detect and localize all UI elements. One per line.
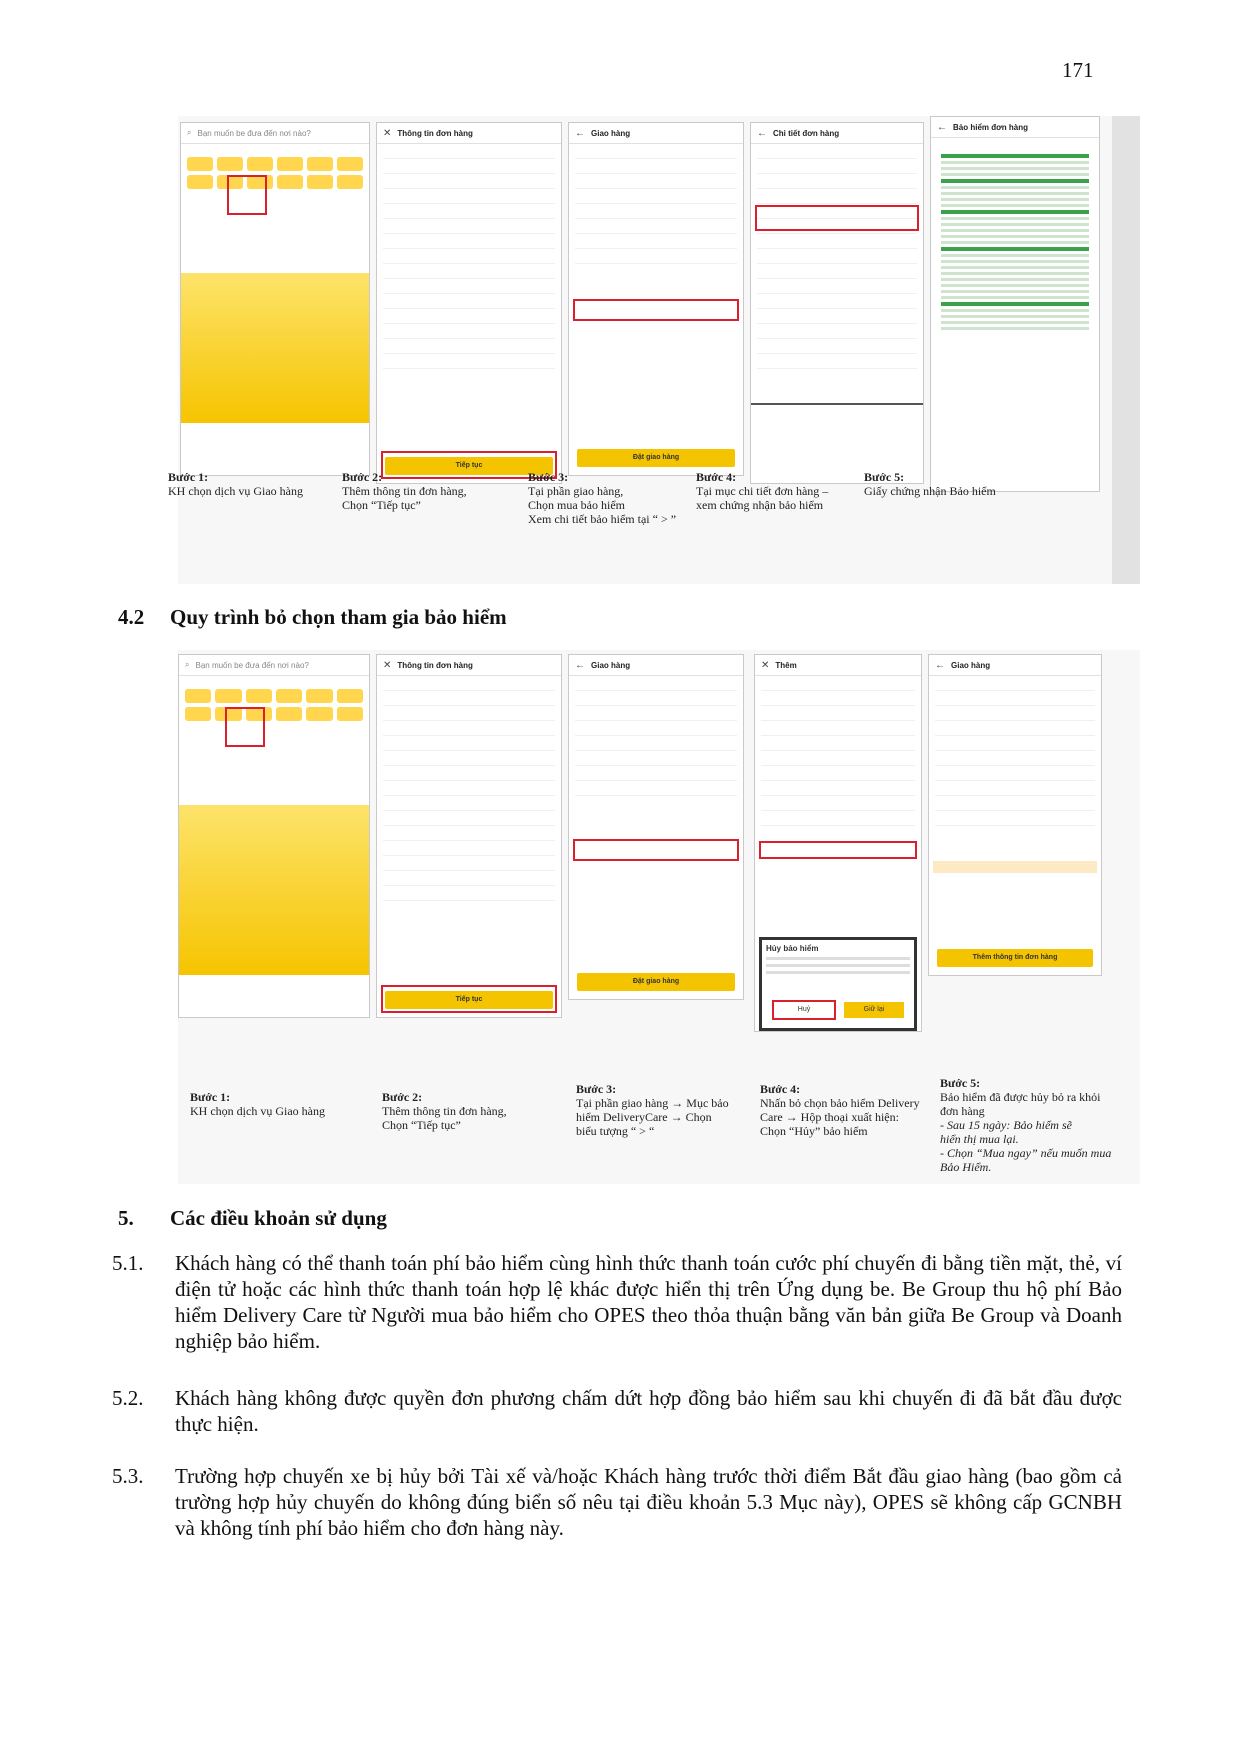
back-arrow-icon: ← <box>757 127 767 139</box>
add-order-info-button[interactable]: Thêm thông tin đơn hàng <box>937 949 1093 967</box>
caption-step-3: Bước 3: Tại phần giao hàng, Chọn mua bảo hiểm Xem chi tiết bảo hiểm tại “ > ” <box>528 470 677 526</box>
clause-5-1: 5.1. Khách hàng có thể thanh toán phí bảo hiểm cùng hình thức thanh toán cước phí chuyến đi bằng tiền mặt, thẻ, ví điện tử hoặc các hình thức thanh toán hợp lệ khác được hiển thị trên Ứng dụng be. Be Group thu hộ phí Bảo hiểm Delivery Care từ Người mua bảo hiểm cho OPES theo thỏa thuận bằng văn bản giữa Be Group và Doanh nghiệp bảo hiểm. <box>112 1251 1122 1353</box>
promo-banner <box>179 805 369 975</box>
dialog-title: Hủy bảo hiểm <box>766 944 819 953</box>
insurance-removed-notice <box>933 861 1097 873</box>
highlight-order-insurance <box>755 205 919 231</box>
cancel-insurance-dialog <box>759 937 917 1031</box>
screen-title: Giao hàng <box>591 128 631 138</box>
clause-5-3: 5.3. Trường hợp chuyến xe bị hủy bởi Tài xế và/hoặc Khách hàng trước thời điểm Bắt đầu giao hàng (bao gồm cả trường hợp hủy chuyến do không đúng biển số nêu tại điều khoản 5.3 Mục này), OPES sẽ không cấp GCNBH và không tính phí bảo hiểm cho đơn hàng này. <box>112 1464 1122 1540</box>
screenshot-step-5 <box>928 654 1102 976</box>
screenshot-step-4 <box>750 122 924 484</box>
figure-border <box>1112 116 1140 584</box>
screen-title: Chi tiết đơn hàng <box>773 128 840 138</box>
keep-insurance-button[interactable]: Giữ lại <box>844 1002 904 1018</box>
service-icons <box>187 157 363 189</box>
screenshot-step-1 <box>180 122 370 476</box>
continue-button[interactable]: Tiếp tục <box>385 991 553 1009</box>
highlight-delivery-care-checkbox <box>759 841 917 859</box>
clause-5-2: 5.2. Khách hàng không được quyền đơn phương chấm dứt hợp đồng bảo hiểm sau khi chuyến đi đã bắt đầu được thực hiện. <box>112 1386 1122 1436</box>
screen-title: Thông tin đơn hàng <box>397 660 473 670</box>
screen-title: Thêm <box>775 660 797 670</box>
highlight-delivery-care <box>573 299 739 321</box>
back-arrow-icon: ← <box>937 121 947 133</box>
section-heading-4-2: 4.2 Quy trình bỏ chọn tham gia bảo hiểm <box>118 605 507 629</box>
insurance-certificate <box>941 151 1089 333</box>
back-arrow-icon: ← <box>575 127 585 139</box>
caption-step-2: Bước 2: Thêm thông tin đơn hàng, Chọn “Tiếp tục” <box>382 1090 507 1132</box>
cancel-insurance-button[interactable]: Huỷ <box>772 1000 836 1020</box>
search-icon: ⌕ <box>187 128 192 137</box>
close-icon: ✕ <box>383 659 392 671</box>
screenshot-step-1 <box>178 654 370 1018</box>
highlight-delivery-service <box>227 175 267 215</box>
service-icons <box>185 689 363 721</box>
screenshot-step-2 <box>376 122 562 484</box>
continue-button[interactable]: Tiếp tục <box>385 457 553 475</box>
screenshot-step-2 <box>376 654 562 1018</box>
screenshot-step-5 <box>930 116 1100 492</box>
highlight-delivery-care <box>573 839 739 861</box>
place-order-button[interactable]: Đặt giao hàng <box>577 449 735 467</box>
caption-step-4: Bước 4: Nhấn bỏ chọn bảo hiểm Delivery Care → Hộp thoại xuất hiện: Chọn “Hủy” bảo hiểm <box>760 1082 920 1138</box>
promo-banner <box>181 273 369 423</box>
figure-insurance-opt-out-steps <box>178 650 1140 1184</box>
close-icon: ✕ <box>761 659 770 671</box>
caption-step-5: Bước 5: Bảo hiểm đã được hủy bỏ ra khỏi đơn hàng - Sau 15 ngày: Bảo hiểm sẽ hiển thị mua lại. - Chọn “Mua ngay” nếu muốn mua Bảo Hiểm. <box>940 1076 1112 1174</box>
figure-insurance-purchase-steps <box>168 116 1140 584</box>
caption-step-5: Bước 5: Giấy chứng nhận Bảo hiểm <box>864 470 996 498</box>
close-icon: ✕ <box>383 127 392 139</box>
back-arrow-icon: ← <box>935 659 945 671</box>
screenshot-step-3 <box>568 122 744 476</box>
screen-title: Bạn muốn be đưa đến nơi nào? <box>195 660 309 670</box>
caption-step-1: Bước 1: KH chọn dịch vụ Giao hàng <box>168 470 303 498</box>
screen-title: Giao hàng <box>591 660 631 670</box>
caption-step-3: Bước 3: Tại phần giao hàng → Mục bảo hiểm DeliveryCare → Chọn biểu tượng “ > “ <box>576 1082 729 1138</box>
caption-step-4: Bước 4: Tại mục chi tiết đơn hàng – xem chứng nhận bảo hiểm <box>696 470 829 512</box>
caption-step-2: Bước 2: Thêm thông tin đơn hàng, Chọn “Tiếp tục” <box>342 470 467 512</box>
back-arrow-icon: ← <box>575 659 585 671</box>
page-number: 171 <box>1062 58 1094 82</box>
section-heading-5: 5. Các điều khoản sử dụng <box>118 1206 387 1230</box>
search-icon: ⌕ <box>185 660 190 669</box>
screenshot-step-3 <box>568 654 744 1000</box>
screen-title: Bảo hiểm đơn hàng <box>953 122 1029 132</box>
place-order-button[interactable]: Đặt giao hàng <box>577 973 735 991</box>
screenshot-step-4 <box>754 654 922 1032</box>
highlight-delivery-service <box>225 707 265 747</box>
screen-title: Bạn muốn be đưa đến nơi nào? <box>197 128 311 138</box>
highlight-continue <box>381 985 557 1013</box>
caption-step-1: Bước 1: KH chọn dịch vụ Giao hàng <box>190 1090 325 1118</box>
screen-title: Giao hàng <box>951 660 991 670</box>
screen-title: Thông tin đơn hàng <box>397 128 473 138</box>
